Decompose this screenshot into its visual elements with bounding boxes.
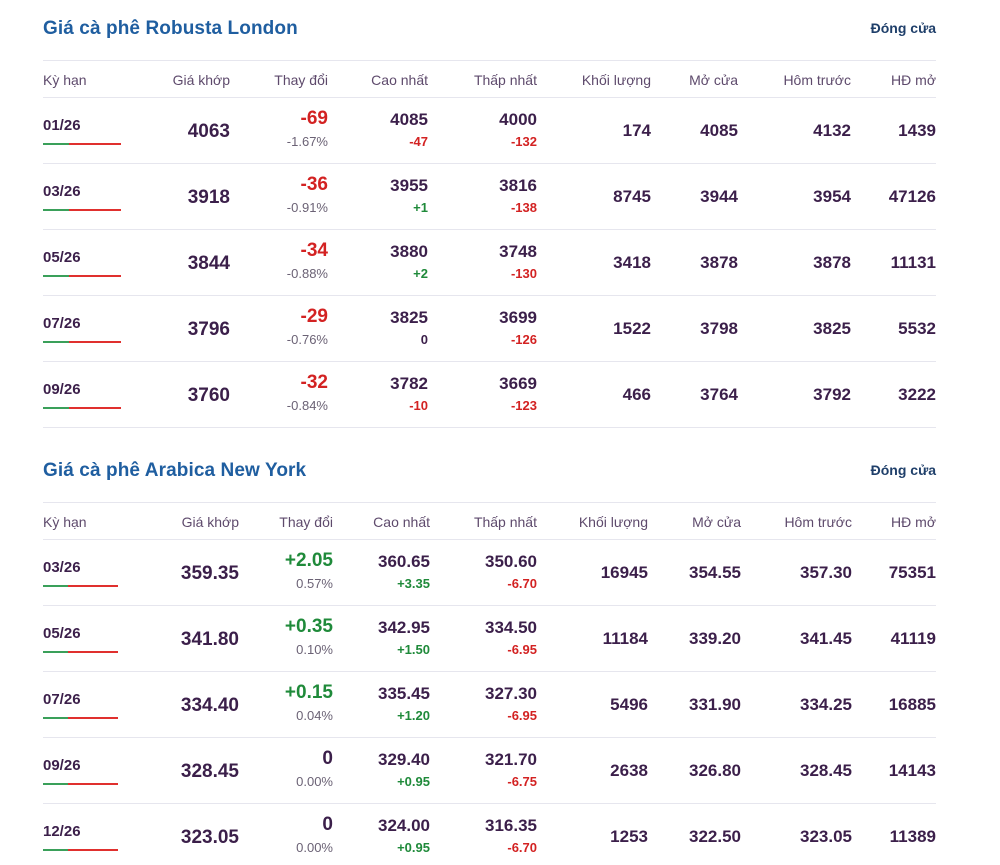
robusta-status: Đóng cửa [870, 20, 936, 36]
range-bar-green [43, 585, 68, 587]
low-value: 3816 [499, 176, 537, 195]
change-value: -36 [300, 174, 328, 195]
term-label: 05/26 [43, 625, 81, 642]
open-interest-value: 47126 [888, 187, 936, 206]
match-price: 328.45 [180, 761, 239, 782]
robusta-header-row [43, 60, 936, 98]
table-row [43, 230, 936, 296]
arabica-header-change: Thay đổi [279, 514, 333, 530]
match-price: 4063 [187, 121, 230, 142]
low-value: 327.30 [485, 684, 537, 703]
arabica-header-low: Thấp nhất [473, 514, 537, 530]
high-diff: +1.50 [397, 642, 430, 657]
open-value: 3944 [700, 187, 738, 206]
high-diff: +0.95 [397, 840, 430, 855]
high-value: 360.65 [378, 552, 430, 571]
high-value: 3955 [390, 176, 428, 195]
robusta-header-volume: Khối lượng [581, 72, 651, 88]
open-interest-value: 11131 [890, 253, 936, 272]
range-bar [43, 717, 118, 719]
high-value: 335.45 [378, 684, 430, 703]
low-diff: -123 [510, 398, 537, 413]
range-bar-red [69, 275, 121, 277]
change-value: 0 [322, 814, 333, 835]
open-interest-value: 75351 [888, 563, 936, 582]
range-bar-green [43, 651, 68, 653]
arabica-header-price: Giá khớp [181, 514, 239, 530]
table-row [43, 164, 936, 230]
range-bar-green [43, 407, 69, 409]
low-diff: -126 [510, 332, 537, 347]
open-value: 339.20 [689, 629, 741, 648]
high-diff: +2 [413, 266, 428, 281]
open-value: 3764 [700, 385, 738, 404]
robusta-header-change: Thay đổi [274, 72, 328, 88]
range-bar-green [43, 717, 68, 719]
arabica-header-prev: Hôm trước [784, 514, 852, 530]
match-price: 323.05 [180, 827, 239, 848]
open-interest-value: 41119 [890, 629, 936, 648]
change-percent: 0.00% [296, 840, 333, 855]
change-value: -69 [300, 108, 328, 129]
high-value: 324.00 [378, 816, 430, 835]
low-diff: -132 [510, 134, 537, 149]
change-value: -32 [300, 372, 328, 393]
high-value: 342.95 [378, 618, 430, 637]
open-value: 3798 [700, 319, 738, 338]
low-diff: -130 [510, 266, 537, 281]
range-bar [43, 275, 121, 277]
open-value: 326.80 [689, 761, 741, 780]
low-value: 3669 [499, 374, 537, 393]
arabica-header-row [43, 502, 936, 540]
table-row [43, 362, 936, 428]
high-value: 3782 [390, 374, 428, 393]
volume-value: 466 [622, 385, 651, 404]
high-value: 4085 [390, 110, 428, 129]
range-bar-red [69, 209, 121, 211]
prev-value: 3825 [813, 319, 851, 338]
range-bar [43, 651, 118, 653]
high-value: 3880 [390, 242, 428, 261]
open-value: 354.55 [689, 563, 741, 582]
open-interest-value: 16885 [888, 695, 936, 714]
range-bar [43, 783, 118, 785]
robusta-header-oi: HĐ mở [891, 72, 936, 88]
volume-value: 8745 [613, 187, 651, 206]
range-bar [43, 585, 118, 587]
change-percent: 0.04% [296, 708, 333, 723]
range-bar-red [69, 143, 121, 145]
match-price: 3796 [187, 319, 230, 340]
change-percent: -1.67% [286, 134, 328, 149]
low-diff: -6.70 [507, 840, 537, 855]
term-label: 01/26 [43, 117, 81, 134]
range-bar-green [43, 849, 68, 851]
range-bar-red [69, 407, 121, 409]
prev-value: 3954 [813, 187, 851, 206]
match-price: 359.35 [180, 563, 239, 584]
high-diff: +1.20 [397, 708, 430, 723]
low-diff: -6.95 [507, 642, 537, 657]
robusta-section [43, 18, 936, 430]
open-interest-value: 5532 [898, 319, 936, 338]
range-bar-green [43, 275, 69, 277]
open-interest-value: 11389 [889, 827, 936, 846]
high-value: 329.40 [378, 750, 430, 769]
range-bar-red [68, 717, 118, 719]
open-interest-value: 3222 [898, 385, 936, 404]
change-value: +0.15 [284, 682, 333, 703]
range-bar [43, 341, 121, 343]
table-row [43, 296, 936, 362]
prev-value: 328.45 [800, 761, 852, 780]
high-diff: 0 [420, 332, 428, 347]
term-label: 03/26 [43, 559, 81, 576]
robusta-header-open: Mở cửa [689, 72, 738, 88]
low-value: 334.50 [485, 618, 537, 637]
open-value: 331.90 [689, 695, 741, 714]
prev-value: 341.45 [800, 629, 852, 648]
change-value: +0.35 [284, 616, 333, 637]
high-diff: -10 [409, 398, 428, 413]
arabica-title: Giá cà phê Arabica New York [43, 460, 307, 481]
match-price: 341.80 [180, 629, 239, 650]
change-percent: 0.10% [296, 642, 333, 657]
robusta-header-low: Thấp nhất [473, 72, 537, 88]
arabica-header-high: Cao nhất [373, 514, 430, 530]
match-price: 3918 [187, 187, 230, 208]
volume-value: 174 [622, 121, 651, 140]
term-label: 03/26 [43, 183, 81, 200]
high-diff: -47 [409, 134, 428, 149]
range-bar-red [68, 585, 118, 587]
robusta-header-high: Cao nhất [371, 72, 428, 88]
volume-value: 5496 [610, 695, 648, 714]
term-label: 09/26 [43, 757, 81, 774]
high-diff: +3.35 [397, 576, 430, 591]
volume-value: 2638 [610, 761, 648, 780]
term-label: 07/26 [43, 691, 81, 708]
table-row [43, 672, 936, 738]
table-row [43, 606, 936, 672]
open-value: 3878 [700, 253, 738, 272]
low-value: 3699 [499, 308, 537, 327]
prev-value: 357.30 [800, 563, 852, 582]
low-value: 350.60 [485, 552, 537, 571]
robusta-title: Giá cà phê Robusta London [43, 18, 298, 39]
low-value: 321.70 [485, 750, 537, 769]
change-percent: 0.00% [296, 774, 333, 789]
range-bar-green [43, 341, 69, 343]
change-value: -29 [300, 306, 328, 327]
volume-value: 3418 [613, 253, 651, 272]
change-value: 0 [322, 748, 333, 769]
arabica-header-oi: HĐ mở [891, 514, 936, 530]
open-value: 322.50 [689, 827, 741, 846]
range-bar-red [69, 341, 121, 343]
table-row [43, 804, 936, 865]
range-bar-red [68, 651, 118, 653]
prev-value: 4132 [813, 121, 851, 140]
low-diff: -6.75 [507, 774, 537, 789]
low-value: 4000 [499, 110, 537, 129]
open-value: 4085 [700, 121, 738, 140]
change-value: -34 [300, 240, 328, 261]
table-row [43, 98, 936, 164]
change-value: +2.05 [284, 550, 333, 571]
range-bar [43, 209, 121, 211]
low-diff: -6.95 [507, 708, 537, 723]
range-bar-green [43, 783, 68, 785]
change-percent: -0.88% [286, 266, 328, 281]
prev-value: 3878 [813, 253, 851, 272]
high-value: 3825 [390, 308, 428, 327]
match-price: 3844 [187, 253, 230, 274]
low-diff: -138 [510, 200, 537, 215]
change-percent: -0.76% [286, 332, 328, 347]
volume-value: 11184 [602, 629, 648, 648]
term-label: 05/26 [43, 249, 81, 266]
range-bar-green [43, 209, 69, 211]
volume-value: 1253 [610, 827, 648, 846]
volume-value: 1522 [613, 319, 651, 338]
range-bar-red [68, 849, 118, 851]
low-value: 3748 [499, 242, 537, 261]
prev-value: 323.05 [800, 827, 852, 846]
arabica-header-term: Kỳ hạn [43, 514, 87, 530]
low-diff: -6.70 [507, 576, 537, 591]
change-percent: 0.57% [296, 576, 333, 591]
high-diff: +0.95 [397, 774, 430, 789]
arabica-header-open: Mở cửa [692, 514, 741, 530]
range-bar [43, 143, 121, 145]
change-percent: -0.84% [286, 398, 328, 413]
term-label: 09/26 [43, 381, 81, 398]
arabica-section [43, 460, 936, 865]
range-bar-red [68, 783, 118, 785]
match-price: 334.40 [180, 695, 239, 716]
arabica-status: Đóng cửa [870, 462, 936, 478]
change-percent: -0.91% [286, 200, 328, 215]
table-row [43, 540, 936, 606]
range-bar-green [43, 143, 69, 145]
table-row [43, 738, 936, 804]
term-label: 07/26 [43, 315, 81, 332]
term-label: 12/26 [43, 823, 81, 840]
robusta-header-price: Giá khớp [172, 72, 230, 88]
arabica-header-volume: Khối lượng [578, 514, 648, 530]
robusta-header-term: Kỳ hạn [43, 72, 87, 88]
open-interest-value: 14143 [888, 761, 936, 780]
range-bar [43, 849, 118, 851]
low-value: 316.35 [485, 816, 537, 835]
open-interest-value: 1439 [898, 121, 936, 140]
match-price: 3760 [187, 385, 230, 406]
range-bar [43, 407, 121, 409]
high-diff: +1 [413, 200, 428, 215]
robusta-header-prev: Hôm trước [783, 72, 851, 88]
prev-value: 3792 [813, 385, 851, 404]
prev-value: 334.25 [800, 695, 852, 714]
volume-value: 16945 [600, 563, 648, 582]
